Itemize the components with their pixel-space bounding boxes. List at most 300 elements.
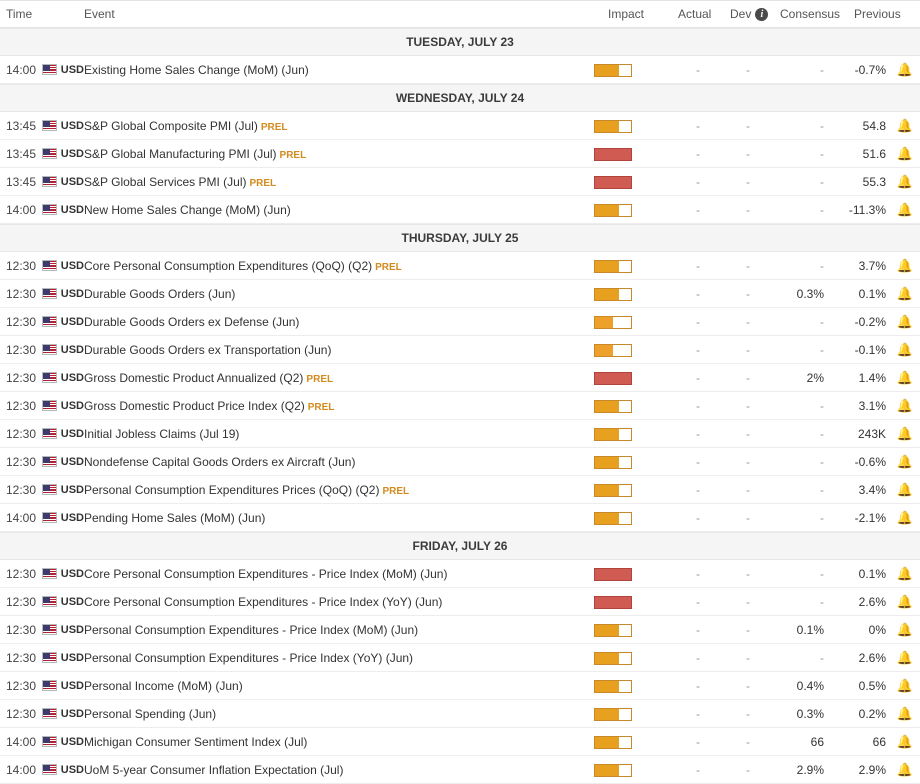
header-actual: Actual (678, 7, 712, 21)
event-name: Personal Spending (Jun) (84, 706, 217, 721)
alert-cell[interactable] (890, 399, 920, 413)
day-separator: FRIDAY, JULY 26 (0, 532, 920, 560)
event-time: 14:00 (6, 202, 37, 217)
bell-icon[interactable]: 🔔 (896, 705, 914, 721)
event-name: Core Personal Consumption Expenditures - Price Index (MoM) (Jun) (84, 566, 448, 581)
event-name-cell[interactable] (84, 763, 578, 777)
prel-badge: PREL (307, 401, 335, 413)
impact-bar (594, 484, 632, 497)
previous-value: 3.1% (858, 398, 886, 413)
currency-code: USD (60, 147, 84, 160)
impact-bar (594, 764, 632, 777)
event-name-cell[interactable] (84, 315, 578, 329)
previous-value: 0.5% (858, 678, 886, 693)
bell-icon[interactable]: 🔔 (896, 593, 914, 609)
event-name-cell[interactable] (84, 679, 578, 693)
actual-value: - (696, 118, 700, 133)
bell-icon[interactable]: 🔔 (896, 173, 914, 189)
previous-value: 3.4% (858, 482, 886, 497)
impact-bar (594, 456, 632, 469)
bell-icon[interactable]: 🔔 (896, 453, 914, 469)
impact-cell (578, 342, 648, 356)
impact-cell (578, 510, 648, 524)
alert-cell[interactable] (890, 343, 920, 357)
impact-bar (594, 372, 632, 385)
event-name-cell[interactable] (84, 63, 578, 77)
event-time: 12:30 (6, 566, 37, 581)
alert-cell[interactable] (890, 483, 920, 497)
event-name-cell[interactable] (84, 175, 578, 189)
alert-cell[interactable] (890, 763, 920, 777)
deviation-value: - (746, 202, 750, 217)
event-time: 14:00 (6, 734, 37, 749)
table-row[interactable] (0, 616, 920, 644)
currency-code: USD (60, 707, 84, 720)
impact-bar (594, 176, 632, 189)
currency-cell (42, 736, 84, 748)
deviation-value: - (746, 482, 750, 497)
alert-cell[interactable] (890, 371, 920, 385)
table-row[interactable] (0, 392, 920, 420)
currency-cell (42, 64, 84, 76)
consensus-value: - (820, 314, 824, 329)
event-name: Initial Jobless Claims (Jul 19) (84, 426, 240, 441)
event-time: 12:30 (6, 594, 37, 609)
event-name: Durable Goods Orders (Jun) (84, 286, 236, 301)
impact-cell (578, 594, 648, 608)
currency-cell (42, 120, 84, 132)
currency-cell (42, 568, 84, 580)
impact-cell (578, 62, 648, 76)
bell-icon[interactable]: 🔔 (896, 565, 914, 581)
event-name-cell[interactable] (84, 119, 578, 133)
currency-cell (42, 428, 84, 440)
actual-value: - (696, 174, 700, 189)
event-time: 12:30 (6, 678, 37, 693)
table-row[interactable] (0, 560, 920, 588)
currency-code: USD (60, 399, 84, 412)
actual-value: - (696, 762, 700, 777)
consensus-value: - (820, 426, 824, 441)
event-name: Michigan Consumer Sentiment Index (Jul) (84, 734, 308, 749)
event-time: 12:30 (6, 342, 37, 357)
actual-value: - (696, 202, 700, 217)
currency-cell (42, 596, 84, 608)
event-name-cell[interactable] (84, 651, 578, 665)
table-row[interactable] (0, 364, 920, 392)
header-event: Event (84, 7, 115, 21)
impact-cell (578, 566, 648, 580)
table-row[interactable] (0, 448, 920, 476)
us-flag-icon (42, 680, 57, 691)
header-dev-label: Dev (730, 7, 752, 21)
currency-code: USD (60, 287, 84, 300)
currency-cell (42, 260, 84, 272)
consensus-value: 0.1% (796, 622, 824, 637)
event-time: 12:30 (6, 370, 37, 385)
event-name-cell[interactable] (84, 595, 578, 609)
event-name: Personal Consumption Expenditures Prices (QoQ) (Q2) (84, 482, 380, 497)
currency-code: USD (60, 567, 84, 580)
deviation-value: - (746, 118, 750, 133)
event-time: 14:00 (6, 762, 37, 777)
impact-cell (578, 482, 648, 496)
consensus-value: 0.3% (796, 286, 824, 301)
event-time: 12:30 (6, 650, 37, 665)
consensus-value: - (820, 174, 824, 189)
currency-code: USD (60, 203, 84, 216)
deviation-value: - (746, 678, 750, 693)
table-row[interactable] (0, 672, 920, 700)
actual-value: - (696, 650, 700, 665)
event-name: Personal Consumption Expenditures - Price Index (YoY) (Jun) (84, 650, 414, 665)
bell-icon[interactable]: 🔔 (896, 145, 914, 161)
us-flag-icon (42, 400, 57, 411)
currency-code: USD (60, 63, 84, 76)
event-name-cell[interactable] (84, 203, 578, 217)
event-name: Gross Domestic Product Price Index (Q2) (84, 398, 305, 413)
deviation-value: - (746, 174, 750, 189)
previous-value: -0.2% (854, 314, 886, 329)
table-row[interactable] (0, 504, 920, 532)
deviation-value: - (746, 706, 750, 721)
previous-value: 51.6 (862, 146, 886, 161)
consensus-value: - (820, 650, 824, 665)
deviation-value: - (746, 62, 750, 77)
consensus-value: 2% (806, 370, 824, 385)
alert-cell[interactable] (890, 119, 920, 133)
actual-value: - (696, 510, 700, 525)
bell-icon[interactable]: 🔔 (896, 649, 914, 665)
consensus-value: - (820, 62, 824, 77)
currency-code: USD (60, 511, 84, 524)
table-row[interactable] (0, 728, 920, 756)
event-time: 12:30 (6, 622, 37, 637)
us-flag-icon (42, 204, 57, 215)
previous-value: 0.1% (858, 286, 886, 301)
bell-icon[interactable]: 🔔 (896, 117, 914, 133)
impact-cell (578, 650, 648, 664)
event-name: Personal Consumption Expenditures - Price Index (MoM) (Jun) (84, 622, 419, 637)
table-row[interactable] (0, 168, 920, 196)
event-time: 12:30 (6, 258, 37, 273)
event-name: S&P Global Manufacturing PMI (Jul) (84, 146, 277, 161)
impact-bar (594, 624, 632, 637)
alert-cell[interactable] (890, 651, 920, 665)
event-time: 13:45 (6, 118, 37, 133)
bell-icon[interactable]: 🔔 (896, 257, 914, 273)
currency-cell (42, 372, 84, 384)
alert-cell[interactable] (890, 567, 920, 581)
event-time: 13:45 (6, 146, 37, 161)
impact-cell (578, 734, 648, 748)
alert-cell[interactable] (890, 735, 920, 749)
impact-bar (594, 652, 632, 665)
previous-value: 1.4% (858, 370, 886, 385)
deviation-value: - (746, 426, 750, 441)
event-name: Gross Domestic Product Annualized (Q2) (84, 370, 304, 385)
bell-icon[interactable]: 🔔 (896, 509, 914, 525)
consensus-value: - (820, 566, 824, 581)
actual-value: - (696, 566, 700, 581)
alert-cell[interactable] (890, 427, 920, 441)
impact-cell (578, 258, 648, 272)
alert-cell[interactable] (890, 511, 920, 525)
previous-value: -0.6% (854, 454, 886, 469)
event-name-cell[interactable] (84, 287, 578, 301)
currency-cell (42, 176, 84, 188)
currency-code: USD (60, 259, 84, 272)
impact-bar (594, 568, 632, 581)
alert-cell[interactable] (890, 147, 920, 161)
consensus-value: - (820, 258, 824, 273)
deviation-value: - (746, 398, 750, 413)
currency-cell (42, 456, 84, 468)
deviation-value: - (746, 510, 750, 525)
us-flag-icon (42, 596, 57, 607)
bell-icon[interactable]: 🔔 (896, 313, 914, 329)
table-row[interactable] (0, 196, 920, 224)
info-icon[interactable]: i (755, 8, 768, 21)
bell-icon[interactable]: 🔔 (896, 61, 914, 77)
impact-cell (578, 174, 648, 188)
impact-bar (594, 148, 632, 161)
deviation-value: - (746, 566, 750, 581)
deviation-value: - (746, 146, 750, 161)
event-name-cell[interactable] (84, 259, 578, 273)
bell-icon[interactable]: 🔔 (896, 341, 914, 357)
bell-icon[interactable]: 🔔 (896, 397, 914, 413)
impact-cell (578, 706, 648, 720)
table-row[interactable] (0, 476, 920, 504)
bell-icon[interactable]: 🔔 (896, 621, 914, 637)
us-flag-icon (42, 316, 57, 327)
alert-cell[interactable] (890, 455, 920, 469)
event-name-cell[interactable] (84, 567, 578, 581)
table-row[interactable] (0, 56, 920, 84)
impact-bar (594, 316, 632, 329)
bell-icon[interactable]: 🔔 (896, 425, 914, 441)
deviation-value: - (746, 734, 750, 749)
header-impact: Impact (608, 7, 645, 21)
actual-value: - (696, 482, 700, 497)
consensus-value: - (820, 454, 824, 469)
alert-cell[interactable] (890, 623, 920, 637)
currency-code: USD (60, 595, 84, 608)
previous-value: 2.9% (858, 762, 886, 777)
alert-cell[interactable] (890, 287, 920, 301)
currency-cell (42, 316, 84, 328)
deviation-value: - (746, 286, 750, 301)
impact-bar (594, 64, 632, 77)
table-row[interactable] (0, 280, 920, 308)
event-name-cell[interactable] (84, 427, 578, 441)
actual-value: - (696, 286, 700, 301)
us-flag-icon (42, 260, 57, 271)
bell-icon[interactable]: 🔔 (896, 677, 914, 693)
event-name-cell[interactable] (84, 455, 578, 469)
table-row[interactable] (0, 644, 920, 672)
event-name-cell[interactable] (84, 371, 578, 385)
event-time: 12:30 (6, 454, 37, 469)
event-time: 13:45 (6, 174, 37, 189)
actual-value: - (696, 454, 700, 469)
prel-badge: PREL (249, 177, 277, 189)
event-time: 12:30 (6, 286, 37, 301)
us-flag-icon (42, 568, 57, 579)
actual-value: - (696, 398, 700, 413)
alert-cell[interactable] (890, 315, 920, 329)
consensus-value: - (820, 594, 824, 609)
previous-value: 55.3 (862, 174, 886, 189)
impact-bar (594, 344, 632, 357)
event-name: S&P Global Composite PMI (Jul) (84, 118, 258, 133)
prel-badge: PREL (306, 373, 334, 385)
currency-code: USD (60, 651, 84, 664)
currency-cell (42, 484, 84, 496)
consensus-value: 66 (810, 734, 824, 749)
impact-cell (578, 146, 648, 160)
previous-value: -0.1% (854, 342, 886, 357)
actual-value: - (696, 62, 700, 77)
header-dev (730, 7, 780, 21)
event-name: UoM 5-year Consumer Inflation Expectation (Jul) (84, 762, 344, 777)
us-flag-icon (42, 176, 57, 187)
event-time: 12:30 (6, 426, 37, 441)
prel-badge: PREL (279, 149, 307, 161)
bell-icon[interactable]: 🔔 (896, 285, 914, 301)
currency-cell (42, 344, 84, 356)
us-flag-icon (42, 428, 57, 439)
consensus-value: - (820, 118, 824, 133)
table-row[interactable] (0, 420, 920, 448)
us-flag-icon (42, 708, 57, 719)
event-name-cell[interactable] (84, 343, 578, 357)
bell-icon[interactable]: 🔔 (896, 369, 914, 385)
currency-code: USD (60, 315, 84, 328)
impact-bar (594, 512, 632, 525)
impact-bar (594, 596, 632, 609)
event-name: Durable Goods Orders ex Defense (Jun) (84, 314, 300, 329)
deviation-value: - (746, 594, 750, 609)
table-row[interactable] (0, 140, 920, 168)
currency-code: USD (60, 455, 84, 468)
table-row[interactable] (0, 252, 920, 280)
event-time: 14:00 (6, 62, 37, 77)
alert-cell[interactable] (890, 63, 920, 77)
alert-cell[interactable] (890, 595, 920, 609)
table-row[interactable] (0, 756, 920, 784)
previous-value: 2.6% (858, 650, 886, 665)
event-name-cell[interactable] (84, 735, 578, 749)
currency-cell (42, 708, 84, 720)
event-name-cell[interactable] (84, 483, 578, 497)
consensus-value: 0.4% (796, 678, 824, 693)
impact-cell (578, 370, 648, 384)
event-time: 12:30 (6, 314, 37, 329)
currency-cell (42, 288, 84, 300)
currency-cell (42, 512, 84, 524)
consensus-value: - (820, 510, 824, 525)
currency-code: USD (60, 175, 84, 188)
previous-value: 54.8 (862, 118, 886, 133)
impact-cell (578, 286, 648, 300)
currency-cell (42, 764, 84, 776)
actual-value: - (696, 314, 700, 329)
event-name-cell[interactable] (84, 623, 578, 637)
bell-icon[interactable]: 🔔 (896, 761, 914, 777)
actual-value: - (696, 594, 700, 609)
previous-value: -0.7% (854, 62, 886, 77)
alert-cell[interactable] (890, 679, 920, 693)
previous-value: 66 (872, 734, 886, 749)
consensus-value: - (820, 482, 824, 497)
alert-cell[interactable] (890, 175, 920, 189)
deviation-value: - (746, 258, 750, 273)
impact-bar (594, 680, 632, 693)
previous-value: 0.1% (858, 566, 886, 581)
table-row[interactable] (0, 112, 920, 140)
consensus-value: 0.3% (796, 706, 824, 721)
alert-cell[interactable] (890, 203, 920, 217)
consensus-value: - (820, 342, 824, 357)
previous-value: 2.6% (858, 594, 886, 609)
bell-icon[interactable]: 🔔 (896, 201, 914, 217)
impact-cell (578, 678, 648, 692)
header-previous: Previous (854, 7, 901, 21)
event-name-cell[interactable] (84, 707, 578, 721)
impact-cell (578, 762, 648, 776)
us-flag-icon (42, 120, 57, 131)
event-name: Core Personal Consumption Expenditures (QoQ) (Q2) (84, 258, 373, 273)
deviation-value: - (746, 314, 750, 329)
event-name-cell[interactable] (84, 399, 578, 413)
prel-badge: PREL (382, 485, 410, 497)
consensus-value: - (820, 146, 824, 161)
header-time: Time (6, 7, 33, 21)
deviation-value: - (746, 370, 750, 385)
actual-value: - (696, 678, 700, 693)
event-time: 12:30 (6, 482, 37, 497)
us-flag-icon (42, 512, 57, 523)
calendar-rows (0, 28, 920, 784)
currency-cell (42, 680, 84, 692)
actual-value: - (696, 146, 700, 161)
event-name-cell[interactable] (84, 147, 578, 161)
bell-icon[interactable]: 🔔 (896, 481, 914, 497)
currency-code: USD (60, 343, 84, 356)
deviation-value: - (746, 762, 750, 777)
currency-cell (42, 400, 84, 412)
bell-icon[interactable]: 🔔 (896, 733, 914, 749)
table-row[interactable] (0, 700, 920, 728)
deviation-value: - (746, 454, 750, 469)
impact-cell (578, 118, 648, 132)
alert-cell[interactable] (890, 707, 920, 721)
alert-cell[interactable] (890, 259, 920, 273)
table-row[interactable] (0, 336, 920, 364)
currency-code: USD (60, 483, 84, 496)
table-row[interactable] (0, 588, 920, 616)
table-row[interactable] (0, 308, 920, 336)
actual-value: - (696, 342, 700, 357)
event-name-cell[interactable] (84, 511, 578, 525)
prel-badge: PREL (375, 261, 402, 273)
actual-value: - (696, 706, 700, 721)
impact-cell (578, 398, 648, 412)
actual-value: - (696, 622, 700, 637)
deviation-value: - (746, 650, 750, 665)
